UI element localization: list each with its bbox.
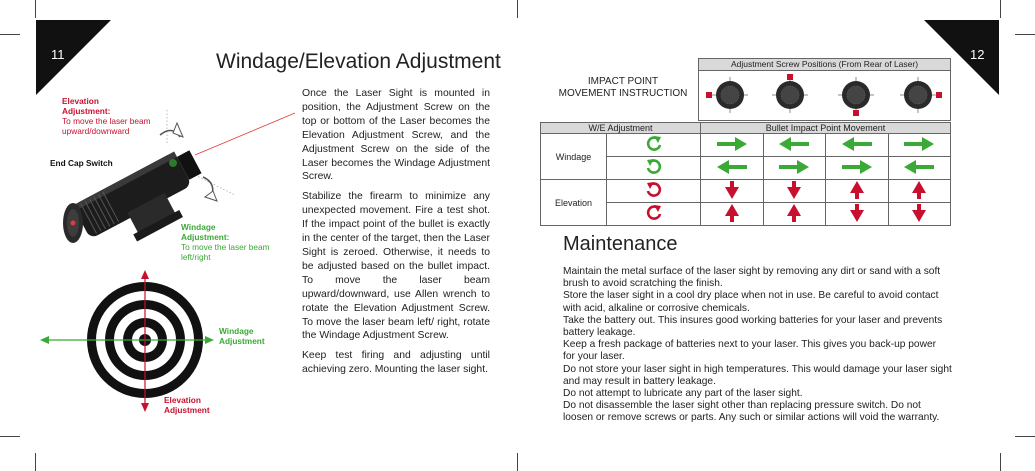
movement-cell [826, 180, 889, 203]
row-elevation-label: Elevation [541, 180, 607, 226]
crop-mark [517, 453, 518, 471]
maintenance-line: Do not disassemble the laser sight other than replacing pressure switch. Do not [563, 400, 921, 412]
arrow-left-icon [715, 160, 749, 174]
maintenance-line: Do not attempt to lubricate any part of the laser sight. [563, 388, 803, 400]
movement-cell [826, 203, 889, 226]
maintenance-line: Keep a fresh package of batteries next to your laser. This gives you back-up power [563, 339, 936, 351]
arrow-up-icon [725, 204, 739, 222]
laser-beam [195, 113, 295, 155]
crop-mark [1000, 453, 1001, 471]
rotation-cell [607, 203, 701, 226]
arrow-right-icon [902, 137, 936, 151]
screw-position-left [706, 77, 748, 113]
maintenance-line: and may result in battery leakage. [563, 375, 716, 387]
arrow-left-icon [902, 160, 936, 174]
target-windage-label: Adjustment [219, 336, 265, 346]
arrow-up-icon [912, 181, 926, 199]
rotation-cell [607, 180, 701, 203]
crop-mark [1015, 34, 1035, 35]
maintenance-line: battery leakage. [563, 327, 636, 339]
arrow-down-icon [912, 204, 926, 222]
screw-position-top [772, 74, 808, 113]
crop-mark [0, 34, 20, 35]
maintenance-line: with acid, alkaline or corrosive chemicals. [563, 302, 750, 314]
arrow-down-icon [850, 204, 864, 222]
maintenance-line: Maintain the metal surface of the laser sight by removing any dirt or sand with a soft [563, 266, 941, 277]
maintenance-line: brush to avoid scratching the finish. [563, 278, 723, 290]
counterclockwise-icon [644, 181, 664, 199]
paragraph: Once the Laser Sight is mounted in position, the Adjustment Screw on the top or bottom of the Laser becomes the Elevation Adjustment Screw, and the Adjustment Screw on the side of the Laser becomes the Windage Adjustment Screw. [302, 88, 490, 183]
crop-mark [0, 436, 20, 437]
end-cap-switch-label: End Cap Switch [50, 158, 113, 168]
maintenance-text [563, 266, 983, 425]
windage-desc: left/right [181, 252, 211, 262]
maintenance-line: Store the laser sight in a cool dry place when not in use. Be careful to avoid contact [563, 290, 939, 302]
maintenance-line: Take the battery out. This insures good working batteries for your laser and prevents [563, 314, 943, 326]
row-windage-label: Windage [541, 134, 607, 180]
screw-position-icons [698, 70, 951, 121]
impact-instruction-line: MOVEMENT INSTRUCTION [558, 88, 688, 99]
paragraph: Keep test firing and adjusting until achieving zero. Mounting the laser sight. [302, 350, 490, 376]
movement-cell [763, 157, 826, 180]
page-number-left: 11 [51, 47, 65, 62]
arrow-left-icon [777, 137, 811, 151]
crop-mark [35, 0, 36, 18]
movement-cell [826, 134, 889, 157]
rotation-cell [607, 157, 701, 180]
col-bullet-header: Bullet Impact Point Movement [701, 123, 951, 134]
arrow-up-icon [850, 181, 864, 199]
movement-cell [763, 180, 826, 203]
crop-mark [1000, 0, 1001, 18]
movement-cell [826, 157, 889, 180]
paragraph: Stabilize the firearm to minimize any unexpected movement. Fire a test shot. If the impact point of the bullet is exactly in the center of the target, then the Laser Sight is zeroed. Otherwise, it needs to be adjusted based on the bullet impact. To move the laser beam upward/downward, use Allen wrench to rotate the Elevation Adjustment Screw. To move the laser beam left/ right, rotate the Windage Adjustment Screw. [302, 191, 490, 342]
adjustment-instructions [302, 87, 490, 383]
elevation-sub-label: Adjustment: [62, 106, 111, 116]
counterclockwise-icon [644, 158, 664, 176]
crop-mark [35, 453, 36, 471]
screw-positions-header: Adjustment Screw Positions (From Rear of Laser) [698, 58, 951, 71]
movement-cell [888, 134, 951, 157]
impact-instruction-line: IMPACT POINT [587, 76, 659, 87]
page-number-right: 12 [970, 47, 985, 62]
movement-cell [888, 157, 951, 180]
crop-mark [1015, 436, 1035, 437]
target-elevation-label: Elevation [164, 395, 201, 405]
arrow-right-icon [715, 137, 749, 151]
movement-cell [763, 134, 826, 157]
elevation-desc: upward/downward [62, 126, 130, 136]
impact-instruction-label [548, 76, 698, 100]
movement-cell [763, 203, 826, 226]
arrow-down-icon [725, 181, 739, 199]
arrow-down-icon [787, 181, 801, 199]
movement-cell [701, 134, 764, 157]
maintenance-title: Maintenance [563, 233, 678, 255]
page-title: Windage/Elevation Adjustment [216, 50, 501, 73]
screw-position-right [900, 77, 942, 113]
windage-sub-label: Adjustment: [181, 232, 230, 242]
rotation-cell [607, 134, 701, 157]
col-we-header: W/E Adjustment [541, 123, 701, 134]
arrow-up-icon [787, 204, 801, 222]
elevation-label: Elevation [62, 96, 99, 106]
adjustment-table [540, 122, 951, 226]
movement-cell [888, 203, 951, 226]
windage-desc: To move the laser beam [181, 242, 270, 252]
maintenance-line: loosen or remove screws or parts. Any such or similar actions will void the warranty. [563, 412, 940, 424]
movement-cell [701, 157, 764, 180]
arrow-left-icon [840, 137, 874, 151]
target-elevation-label: Adjustment [164, 405, 210, 415]
clockwise-icon [644, 204, 664, 222]
screw-position-bottom [838, 77, 874, 116]
target-windage-label: Windage [219, 326, 254, 336]
arrow-right-icon [777, 160, 811, 174]
maintenance-line: for your laser. [563, 351, 625, 363]
arrow-right-icon [840, 160, 874, 174]
maintenance-line: Do not store your laser sight in high temperatures. This would damage your laser sight [563, 363, 952, 375]
windage-screw-guide [195, 175, 235, 195]
movement-cell [701, 180, 764, 203]
movement-cell [888, 180, 951, 203]
page-corner-left [36, 20, 111, 95]
crop-mark [517, 0, 518, 18]
elevation-desc: To move the laser beam [62, 116, 151, 126]
windage-label: Windage [181, 222, 216, 232]
clockwise-icon [644, 135, 664, 153]
movement-cell [701, 203, 764, 226]
